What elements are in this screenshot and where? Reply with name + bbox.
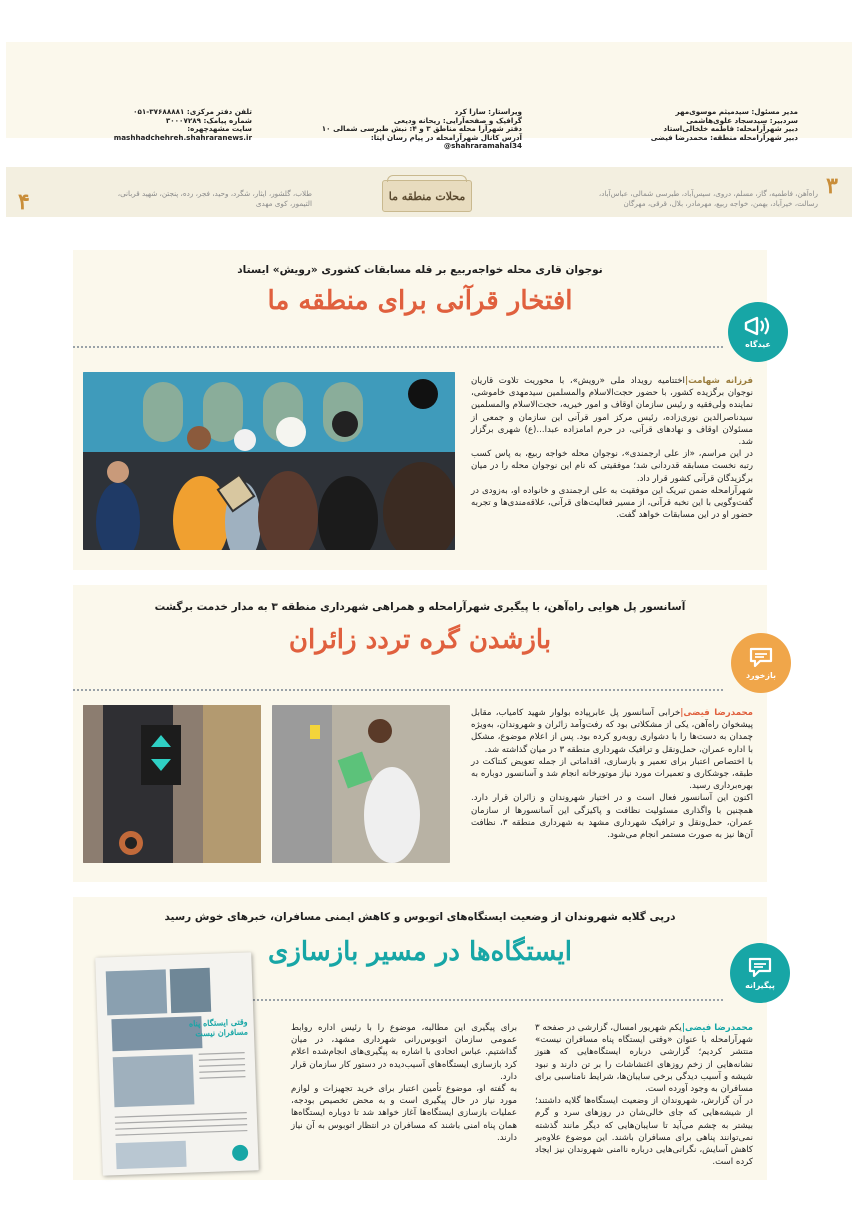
story2-headline: بازشدن گره تردد زائران <box>288 625 552 655</box>
story3-col-left: برای پیگیری این مطالبه، موضوع را با رئیس اداره روابط عمومی سازمان اتوبوس‌رانی شهرداری مشهد، در میان گذاشتیم. عباس اتحادی با اشاره به پیگیری‌های انجام‌شده اعلام کرد بازسازی ایستگاه‌های آسیب‌دیده در دستور کار سازمان قرار دارد. به گفته او، موضوع تأمین اعتبار برای خرید تجهیزات و لوازم مورد نیاز در حال پیگیری است و به محض تخصیص بودجه، عملیات بازسازی ایستگاه‌ها آغاز خواهد شد تا دوباره ایستگاه‌ها همان پناه امنی باشند که مسافران در انتظار اتوبوس به آن نیاز دارند. <box>291 1023 517 1143</box>
neighborhoods-left: طلاب، گلشور، ایثار، شگرد، وحید، فجر، رده، پنجتن، شهید قربانی، التیمور، کوی مهدی <box>117 189 312 208</box>
story2-divider <box>73 689 723 691</box>
story3-kicker: درپی گلایه شهروندان از وضعیت ایستگاه‌های اتوبوس و کاهش ایمنی مسافران، خبرهای خوش رسید <box>164 911 676 923</box>
story3-col-right: محمدرضا فیضی|یکم شهریور امسال، گزارشی در صفحه ۳ شهرآرامحله با عنوان «وقتی ایستگاه پناه مسافران نیست» منتشر کردیم؛ گزارشی درباره ایستگاه‌هایی که هنوز نشانه‌هایی از زخم روزهای اغتشاشات را بر تن دارند و نبود شیشه و آسیب دیدگی برخی سایبان‌ها، شرایط نامناسبی برای مسافران به وجود آورده است. در آن گزارش، شهروندان از وضعیت ایستگاه‌ها گلایه داشتند؛ از شیشه‌هایی که جای خالی‌شان در روزهای سرد و گرم بیشتر به چشم می‌آید تا سایبان‌هایی که دیگر مانند گذشته نمی‌توانند پناهی برای مسافران باشند. این موضوع علاوه‌بر کاهش آسایش، نگرانی‌هایی درباره ناامنی شهروندان نیز ایجاد کرده است. <box>535 1023 753 1168</box>
story1-panel <box>73 250 771 570</box>
chat-bubble-icon <box>748 646 774 668</box>
megaphone-icon <box>743 315 773 337</box>
message-icon <box>747 956 773 978</box>
badge-eidgah: عیدگاه <box>728 302 788 362</box>
story3-panel <box>73 897 775 1180</box>
badge-peygiraneh: پیگیرانه <box>730 943 790 1003</box>
badge-bazkhord: بازخورد <box>731 633 791 693</box>
story2-panel <box>73 585 777 882</box>
section-badge: محلات منطقه ما <box>382 180 472 212</box>
story3-headline: ایستگاه‌ها در مسیر بازسازی <box>268 937 572 967</box>
story1-kicker: نوجوان قاری محله خواجه‌ربیع بر قله مسابقات کشوری «رویش» ایستاد <box>237 264 603 276</box>
story3-divider <box>253 999 723 1001</box>
masthead-editors: مدیر مسئول: سیدمیثم موسوی‌مهر سردبیر: سیدسجاد علوی‌هاشمی دبیر شهرآرامحله: فاطمه خلخالی‌استاد دبیر شهرآرامحله منطقه: محمدرضا فیضی <box>650 107 798 142</box>
story1-divider <box>73 346 723 348</box>
story1-headline: افتخار قرآنی برای منطقه ما <box>267 286 573 316</box>
clipping-headline: وقتی ایستگاه پناه مسافران نیست <box>188 1016 249 1039</box>
story1-body: فرزانه شهامت|اختتامیه رویداد ملی «رویش»، با محوریت تلاوت قاریان نوجوان برگزیده کشور، با حضور حجت‌الاسلام والمسلمین سیدمهدی خاموشی، نماینده ولی‌فقیه و رئیس سازمان اوقاف و امور خیریه، حجت‌الاسلام والمسلمین سیدناصرالدین نوری‌زاده، رئیس مرکز امور قرآنی این سازمان و جمعی از مسئولان اوقاف و نهادهای قرآنی، در حرم امامزاده عبدا...(ع) شهری برگزار شد. در این مراسم، «از علی ارجمندی»، نوجوان محله خواجه ربیع، به پاس کسب رتبه نخست مسابقه قدردانی شد؛ موفقیتی که نام این نوجوان محله را در میان برگزیدگان قرآنی کشور قرار داد. شهرآرامحله ضمن تبریک این موفقیت به علی ارجمندی و خانواده او، به‌زودی در گفت‌وگویی با این نخبه قرآنی، از مسیر فعالیت‌های قرآنی، علاقه‌مندی‌ها و تجربه حضور او در این مسابقات خواهد گفت. <box>471 376 753 521</box>
story2-body: محمدرضا فیضی|خرابی آسانسور پل عابرپیاده بولوار شهید کامیاب، مقابل پیشخوان راه‌آهن، یکی از مشکلاتی بود که رفت‌وآمد زائران و شهروندان، به‌ویژه چمدان به دست‌ها را با دشواری روبه‌رو کرده بود. پس از اعلام موضوع، مشکل با اداره عمران، حمل‌ونقل و ترافیک شهرداری منطقه ۳ در میان گذاشته شد. با اختصاص اعتبار برای تعمیر و بازسازی، اقداماتی از جمله تعویض کنتاکت در طبقه، جوشکاری و تعمیرات مورد نیاز موتورخانه انجام شد و آسانسور دوباره به بهره‌برداری رسید. اکنون این آسانسور فعال است و در اختیار شهروندان و زائران قرار دارد. همچنین با واگذاری مسئولیت نظافت و پاکیزگی این آسانسورها از سازمان عمران، حمل‌ونقل و ترافیک شهرداری مشهد به شهرداری منطقه ۳، نظافت آن‌ها نیز به صورت مستمر انجام می‌شود. <box>471 708 753 841</box>
story2-kicker: آسانسور پل هوایی راه‌آهن، با پیگیری شهرآرامحله و همراهی شهرداری منطقه ۳ به مدار خدمت برگشت <box>154 601 686 613</box>
page-number-right: ۳ <box>826 173 838 199</box>
newspaper-clipping <box>95 952 259 1175</box>
welder-photo <box>272 705 450 863</box>
masthead-contact: تلفن دفتر مرکزی: ۳۷۶۸۸۸۸۱-۰۵۱ شماره پیامک: ۳۰۰۰۷۲۸۹ سایت مشهدچهره: mashhadchehreh.shahraranews.ir <box>113 107 252 142</box>
elevator-panel-photo <box>83 705 261 863</box>
page-number-left: ۴ <box>18 189 30 215</box>
ceremony-photo <box>83 372 455 550</box>
neighborhood-bar <box>6 167 852 217</box>
neighborhoods-right: راه‌آهن، فاطمیه، گاز، مسلم، دروی، سیس‌آباد، طبرسی شمالی، عباس‌آباد، رسالت، خیرآباد، بهمن، خواجه ربیع، مهرمادر، بلال، قرقی، مهرگان <box>598 189 818 208</box>
masthead-design: ویراستار: سازا کرد گرافیک و صفحه‌آرایی: ریحانه ودیعی دفتر شهرآرا محله مناطق ۳ و ۴: نبش طبرسی شمالی ۱۰ آدرس کانال شهرآرامحله در پیام رسان ایتا: shahraramahal34@ <box>321 107 522 151</box>
